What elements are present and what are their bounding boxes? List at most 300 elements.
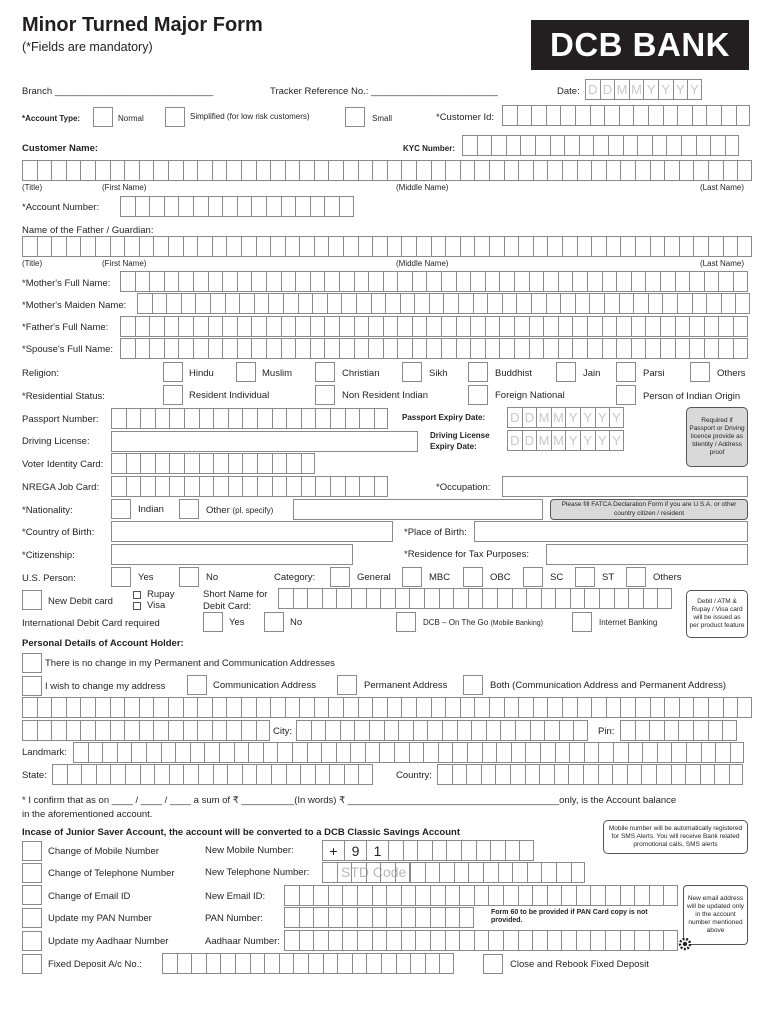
input-cell[interactable] xyxy=(140,476,155,497)
input-cell[interactable] xyxy=(139,236,154,257)
input-cell[interactable] xyxy=(706,105,721,126)
input-cell[interactable] xyxy=(336,742,351,763)
input-cell[interactable] xyxy=(556,862,571,883)
input-cell[interactable] xyxy=(193,271,208,292)
input-cell[interactable] xyxy=(22,160,37,181)
input-cell[interactable] xyxy=(414,293,429,314)
input-cell[interactable] xyxy=(242,764,257,785)
input-cell[interactable] xyxy=(410,953,425,974)
input-cell[interactable] xyxy=(281,316,296,337)
input-cell[interactable] xyxy=(270,236,285,257)
input-cell[interactable] xyxy=(313,930,328,951)
input-cell[interactable] xyxy=(416,236,431,257)
input-cell[interactable] xyxy=(634,930,649,951)
input-cell[interactable] xyxy=(366,953,381,974)
input-cell[interactable] xyxy=(372,697,387,718)
input-cell[interactable] xyxy=(237,271,252,292)
input-cell[interactable] xyxy=(721,293,736,314)
input-cell[interactable] xyxy=(518,885,533,906)
input-cell[interactable] xyxy=(226,160,241,181)
date-input[interactable] xyxy=(585,79,702,100)
input-cell[interactable] xyxy=(704,338,719,359)
input-cell[interactable] xyxy=(343,697,358,718)
input-cell[interactable] xyxy=(284,885,299,906)
input-cell[interactable] xyxy=(471,720,486,741)
input-cell[interactable] xyxy=(460,160,475,181)
input-cell[interactable] xyxy=(324,196,339,217)
input-cell[interactable] xyxy=(650,160,665,181)
kyc-input[interactable] xyxy=(462,135,739,156)
input-cell[interactable] xyxy=(235,953,250,974)
input-cell[interactable] xyxy=(532,885,547,906)
input-cell[interactable] xyxy=(169,476,184,497)
input-cell[interactable] xyxy=(577,160,592,181)
input-cell[interactable] xyxy=(241,236,256,257)
mother-maiden-input[interactable] xyxy=(137,293,750,314)
input-cell[interactable] xyxy=(612,764,627,785)
date-cell[interactable]: Y xyxy=(565,407,580,428)
input-cell[interactable] xyxy=(619,105,634,126)
input-cell[interactable] xyxy=(197,697,212,718)
input-cell[interactable] xyxy=(633,293,648,314)
input-cell[interactable] xyxy=(285,236,300,257)
input-cell[interactable] xyxy=(120,338,135,359)
input-cell[interactable] xyxy=(281,196,296,217)
input-cell[interactable] xyxy=(251,196,266,217)
input-cell[interactable] xyxy=(491,135,506,156)
input-cell[interactable] xyxy=(543,316,558,337)
input-cell[interactable] xyxy=(459,930,474,951)
input-cell[interactable] xyxy=(604,105,619,126)
input-cell[interactable] xyxy=(110,764,125,785)
date-cell[interactable]: Y xyxy=(658,79,673,100)
input-cell[interactable] xyxy=(473,293,488,314)
input-cell[interactable] xyxy=(66,720,81,741)
input-cell[interactable] xyxy=(37,697,52,718)
input-cell[interactable] xyxy=(137,293,152,314)
input-cell[interactable] xyxy=(152,293,167,314)
input-cell[interactable] xyxy=(387,160,402,181)
branch-field[interactable]: Branch ______________________________ xyxy=(22,86,214,97)
input-cell[interactable] xyxy=(533,697,548,718)
input-cell[interactable] xyxy=(266,196,281,217)
input-cell[interactable] xyxy=(379,742,394,763)
input-cell[interactable] xyxy=(286,764,301,785)
input-cell[interactable] xyxy=(149,271,164,292)
input-cell[interactable] xyxy=(540,742,555,763)
input-cell[interactable] xyxy=(343,236,358,257)
input-cell[interactable] xyxy=(270,697,285,718)
input-cell[interactable] xyxy=(292,742,307,763)
input-cell[interactable] xyxy=(213,476,228,497)
input-cell[interactable] xyxy=(124,236,139,257)
input-cell[interactable] xyxy=(439,953,454,974)
input-cell[interactable] xyxy=(371,293,386,314)
other-nationality-input[interactable] xyxy=(293,499,543,520)
input-cell[interactable] xyxy=(22,720,37,741)
driving-expiry-input[interactable] xyxy=(507,430,624,451)
perm-address-checkbox[interactable] xyxy=(337,675,357,695)
input-cell[interactable] xyxy=(365,742,380,763)
input-cell[interactable] xyxy=(95,697,110,718)
input-cell[interactable] xyxy=(272,476,287,497)
input-cell[interactable] xyxy=(459,907,474,928)
input-cell[interactable] xyxy=(164,316,179,337)
input-cell[interactable] xyxy=(212,160,227,181)
input-cell[interactable] xyxy=(257,476,272,497)
input-cell[interactable] xyxy=(641,764,656,785)
input-cell[interactable] xyxy=(337,862,352,883)
input-cell[interactable] xyxy=(715,742,730,763)
input-cell[interactable] xyxy=(649,720,664,741)
nrega-input[interactable] xyxy=(111,476,388,497)
input-cell[interactable] xyxy=(124,160,139,181)
input-cell[interactable] xyxy=(328,885,343,906)
input-cell[interactable] xyxy=(693,697,708,718)
input-cell[interactable] xyxy=(272,408,287,429)
comm-address-checkbox[interactable] xyxy=(187,675,207,695)
input-cell[interactable] xyxy=(689,316,704,337)
input-cell[interactable] xyxy=(398,720,413,741)
input-cell[interactable] xyxy=(547,930,562,951)
input-cell[interactable] xyxy=(474,236,489,257)
input-cell[interactable] xyxy=(660,271,675,292)
input-cell[interactable] xyxy=(416,160,431,181)
input-cell[interactable] xyxy=(733,271,748,292)
general-checkbox[interactable] xyxy=(330,567,350,587)
input-cell[interactable] xyxy=(678,720,693,741)
input-cell[interactable] xyxy=(366,862,381,883)
input-cell[interactable] xyxy=(429,293,444,314)
input-cell[interactable] xyxy=(394,742,409,763)
input-cell[interactable] xyxy=(195,293,210,314)
input-cell[interactable] xyxy=(339,338,354,359)
input-cell[interactable] xyxy=(342,930,357,951)
buddhist-checkbox[interactable] xyxy=(468,362,488,382)
input-cell[interactable] xyxy=(583,764,598,785)
input-cell[interactable] xyxy=(535,135,550,156)
input-cell[interactable] xyxy=(631,316,646,337)
input-cell[interactable] xyxy=(649,885,664,906)
mobile-cell[interactable] xyxy=(417,840,432,861)
input-cell[interactable] xyxy=(481,764,496,785)
no-change-checkbox[interactable] xyxy=(22,653,42,673)
input-cell[interactable] xyxy=(51,720,66,741)
mobile-cell[interactable] xyxy=(403,840,418,861)
input-cell[interactable] xyxy=(663,885,678,906)
input-cell[interactable] xyxy=(474,697,489,718)
input-cell[interactable] xyxy=(281,271,296,292)
input-cell[interactable] xyxy=(620,236,635,257)
input-cell[interactable] xyxy=(598,742,613,763)
input-cell[interactable] xyxy=(178,338,193,359)
input-cell[interactable] xyxy=(445,907,460,928)
pio-checkbox[interactable] xyxy=(616,385,636,405)
input-cell[interactable] xyxy=(605,885,620,906)
input-cell[interactable] xyxy=(539,764,554,785)
input-cell[interactable] xyxy=(213,764,228,785)
input-cell[interactable] xyxy=(357,907,372,928)
input-cell[interactable] xyxy=(514,338,529,359)
input-cell[interactable] xyxy=(541,862,556,883)
input-cell[interactable] xyxy=(693,720,708,741)
input-cell[interactable] xyxy=(314,160,329,181)
date-cell[interactable]: Y xyxy=(609,430,624,451)
input-cell[interactable] xyxy=(562,236,577,257)
input-cell[interactable] xyxy=(686,742,701,763)
input-cell[interactable] xyxy=(401,697,416,718)
input-cell[interactable] xyxy=(577,236,592,257)
input-cell[interactable] xyxy=(95,160,110,181)
input-cell[interactable] xyxy=(616,338,631,359)
input-cell[interactable] xyxy=(529,271,544,292)
account-number-input[interactable] xyxy=(120,196,354,217)
input-cell[interactable] xyxy=(386,930,401,951)
input-cell[interactable] xyxy=(314,236,329,257)
input-cell[interactable] xyxy=(533,236,548,257)
input-cell[interactable] xyxy=(342,885,357,906)
input-cell[interactable] xyxy=(637,135,652,156)
input-cell[interactable] xyxy=(512,588,527,609)
input-cell[interactable] xyxy=(117,742,132,763)
input-cell[interactable] xyxy=(183,697,198,718)
input-cell[interactable] xyxy=(604,293,619,314)
input-cell[interactable] xyxy=(380,588,395,609)
input-cell[interactable] xyxy=(616,271,631,292)
input-cell[interactable] xyxy=(459,885,474,906)
mobile-input[interactable] xyxy=(322,840,534,861)
input-cell[interactable] xyxy=(153,720,168,741)
others-category-checkbox[interactable] xyxy=(626,567,646,587)
input-cell[interactable] xyxy=(175,742,190,763)
input-cell[interactable] xyxy=(266,338,281,359)
input-cell[interactable] xyxy=(430,885,445,906)
input-cell[interactable] xyxy=(66,236,81,257)
input-cell[interactable] xyxy=(708,720,723,741)
input-cell[interactable] xyxy=(620,720,635,741)
input-cell[interactable] xyxy=(470,316,485,337)
input-cell[interactable] xyxy=(591,160,606,181)
update-aadhaar-checkbox[interactable] xyxy=(22,931,42,951)
input-cell[interactable] xyxy=(315,408,330,429)
date-cell[interactable]: D xyxy=(522,430,537,451)
mobile-cell[interactable] xyxy=(505,840,520,861)
input-cell[interactable] xyxy=(80,236,95,257)
input-cell[interactable] xyxy=(354,316,369,337)
input-cell[interactable] xyxy=(219,742,234,763)
input-cell[interactable] xyxy=(120,271,135,292)
input-cell[interactable] xyxy=(499,316,514,337)
input-cell[interactable] xyxy=(735,293,750,314)
input-cell[interactable] xyxy=(395,588,410,609)
input-cell[interactable] xyxy=(191,953,206,974)
input-cell[interactable] xyxy=(718,271,733,292)
input-cell[interactable] xyxy=(470,338,485,359)
input-cell[interactable] xyxy=(385,293,400,314)
input-cell[interactable] xyxy=(635,236,650,257)
input-cell[interactable] xyxy=(415,907,430,928)
input-cell[interactable] xyxy=(80,720,95,741)
input-cell[interactable] xyxy=(529,316,544,337)
input-cell[interactable] xyxy=(339,196,354,217)
mobile-cell[interactable] xyxy=(461,840,476,861)
input-cell[interactable] xyxy=(613,742,628,763)
input-cell[interactable] xyxy=(602,271,617,292)
input-cell[interactable] xyxy=(652,135,667,156)
input-cell[interactable] xyxy=(164,338,179,359)
input-cell[interactable] xyxy=(561,885,576,906)
input-cell[interactable] xyxy=(345,408,360,429)
date-cell[interactable]: D xyxy=(507,407,522,428)
new-debit-checkbox[interactable] xyxy=(22,590,42,610)
input-cell[interactable] xyxy=(401,236,416,257)
input-cell[interactable] xyxy=(413,720,428,741)
input-cell[interactable] xyxy=(452,742,467,763)
mother-full-input[interactable] xyxy=(120,271,748,292)
input-cell[interactable] xyxy=(499,338,514,359)
input-cell[interactable] xyxy=(514,271,529,292)
input-cell[interactable] xyxy=(178,316,193,337)
input-cell[interactable] xyxy=(295,271,310,292)
input-cell[interactable] xyxy=(67,764,82,785)
input-cell[interactable] xyxy=(284,907,299,928)
aadhaar-input[interactable] xyxy=(284,930,678,951)
place-birth-input[interactable] xyxy=(474,521,748,542)
input-cell[interactable] xyxy=(344,764,359,785)
input-cell[interactable] xyxy=(220,953,235,974)
input-cell[interactable] xyxy=(237,338,252,359)
input-cell[interactable] xyxy=(266,271,281,292)
input-cell[interactable] xyxy=(514,316,529,337)
input-cell[interactable] xyxy=(281,338,296,359)
input-cell[interactable] xyxy=(518,160,533,181)
input-cell[interactable] xyxy=(324,316,339,337)
input-cell[interactable] xyxy=(415,930,430,951)
input-cell[interactable] xyxy=(263,742,278,763)
date-cell[interactable]: M xyxy=(551,407,566,428)
input-cell[interactable] xyxy=(286,408,301,429)
input-cell[interactable] xyxy=(226,236,241,257)
normal-checkbox[interactable] xyxy=(93,107,113,127)
input-cell[interactable] xyxy=(485,316,500,337)
input-cell[interactable] xyxy=(722,720,737,741)
input-cell[interactable] xyxy=(650,697,665,718)
input-cell[interactable] xyxy=(474,885,489,906)
input-cell[interactable] xyxy=(663,105,678,126)
address-line-1[interactable] xyxy=(22,697,752,718)
input-cell[interactable] xyxy=(254,293,269,314)
input-cell[interactable] xyxy=(590,930,605,951)
input-cell[interactable] xyxy=(718,338,733,359)
input-cell[interactable] xyxy=(372,236,387,257)
input-cell[interactable] xyxy=(555,742,570,763)
input-cell[interactable] xyxy=(169,453,184,474)
customer-id-input[interactable] xyxy=(502,105,750,126)
input-cell[interactable] xyxy=(358,764,373,785)
input-cell[interactable] xyxy=(284,930,299,951)
input-cell[interactable] xyxy=(543,271,558,292)
input-cell[interactable] xyxy=(168,697,183,718)
input-cell[interactable] xyxy=(627,764,642,785)
input-cell[interactable] xyxy=(237,196,252,217)
tel-number-input[interactable] xyxy=(410,862,585,883)
input-cell[interactable] xyxy=(283,293,298,314)
input-cell[interactable] xyxy=(184,476,199,497)
input-cell[interactable] xyxy=(518,236,533,257)
input-cell[interactable] xyxy=(560,105,575,126)
passport-expiry-input[interactable] xyxy=(507,407,624,428)
input-cell[interactable] xyxy=(571,862,586,883)
input-cell[interactable] xyxy=(387,236,402,257)
voter-input[interactable] xyxy=(111,453,315,474)
input-cell[interactable] xyxy=(102,742,117,763)
input-cell[interactable] xyxy=(225,293,240,314)
input-cell[interactable] xyxy=(623,135,638,156)
input-cell[interactable] xyxy=(52,764,67,785)
input-cell[interactable] xyxy=(351,588,366,609)
input-cell[interactable] xyxy=(153,160,168,181)
input-cell[interactable] xyxy=(242,408,257,429)
input-cell[interactable] xyxy=(591,236,606,257)
input-cell[interactable] xyxy=(525,764,540,785)
input-cell[interactable] xyxy=(706,293,721,314)
input-cell[interactable] xyxy=(386,907,401,928)
nri-checkbox[interactable] xyxy=(315,385,335,405)
indian-checkbox[interactable] xyxy=(111,499,131,519)
input-cell[interactable] xyxy=(354,271,369,292)
input-cell[interactable] xyxy=(445,930,460,951)
input-cell[interactable] xyxy=(550,135,565,156)
input-cell[interactable] xyxy=(692,105,707,126)
input-cell[interactable] xyxy=(369,720,384,741)
input-cell[interactable] xyxy=(208,316,223,337)
input-cell[interactable] xyxy=(606,697,621,718)
input-cell[interactable] xyxy=(208,196,223,217)
input-cell[interactable] xyxy=(482,742,497,763)
input-cell[interactable] xyxy=(366,588,381,609)
input-cell[interactable] xyxy=(298,293,313,314)
input-cell[interactable] xyxy=(631,271,646,292)
input-cell[interactable] xyxy=(598,764,613,785)
input-cell[interactable] xyxy=(301,453,316,474)
input-cell[interactable] xyxy=(663,930,678,951)
input-cell[interactable] xyxy=(518,697,533,718)
input-cell[interactable] xyxy=(368,271,383,292)
input-cell[interactable] xyxy=(590,885,605,906)
input-cell[interactable] xyxy=(226,720,241,741)
input-cell[interactable] xyxy=(714,764,729,785)
input-cell[interactable] xyxy=(468,588,483,609)
input-cell[interactable] xyxy=(135,316,150,337)
input-cell[interactable] xyxy=(197,160,212,181)
pin-input[interactable] xyxy=(620,720,737,741)
input-cell[interactable] xyxy=(190,742,205,763)
input-cell[interactable] xyxy=(73,742,88,763)
input-cell[interactable] xyxy=(383,316,398,337)
input-cell[interactable] xyxy=(445,236,460,257)
input-cell[interactable] xyxy=(671,742,686,763)
input-cell[interactable] xyxy=(279,953,294,974)
input-cell[interactable] xyxy=(587,271,602,292)
input-cell[interactable] xyxy=(206,953,221,974)
input-cell[interactable] xyxy=(155,408,170,429)
input-cell[interactable] xyxy=(531,105,546,126)
input-cell[interactable] xyxy=(437,764,452,785)
confirm-line-1[interactable]: * I confirm that as on ____ / ____ / ____ a sum of ₹ __________(In words) ₹ ________________________________________only, is the Account balance xyxy=(22,795,677,806)
input-cell[interactable] xyxy=(193,338,208,359)
input-cell[interactable] xyxy=(80,160,95,181)
input-cell[interactable] xyxy=(590,105,605,126)
